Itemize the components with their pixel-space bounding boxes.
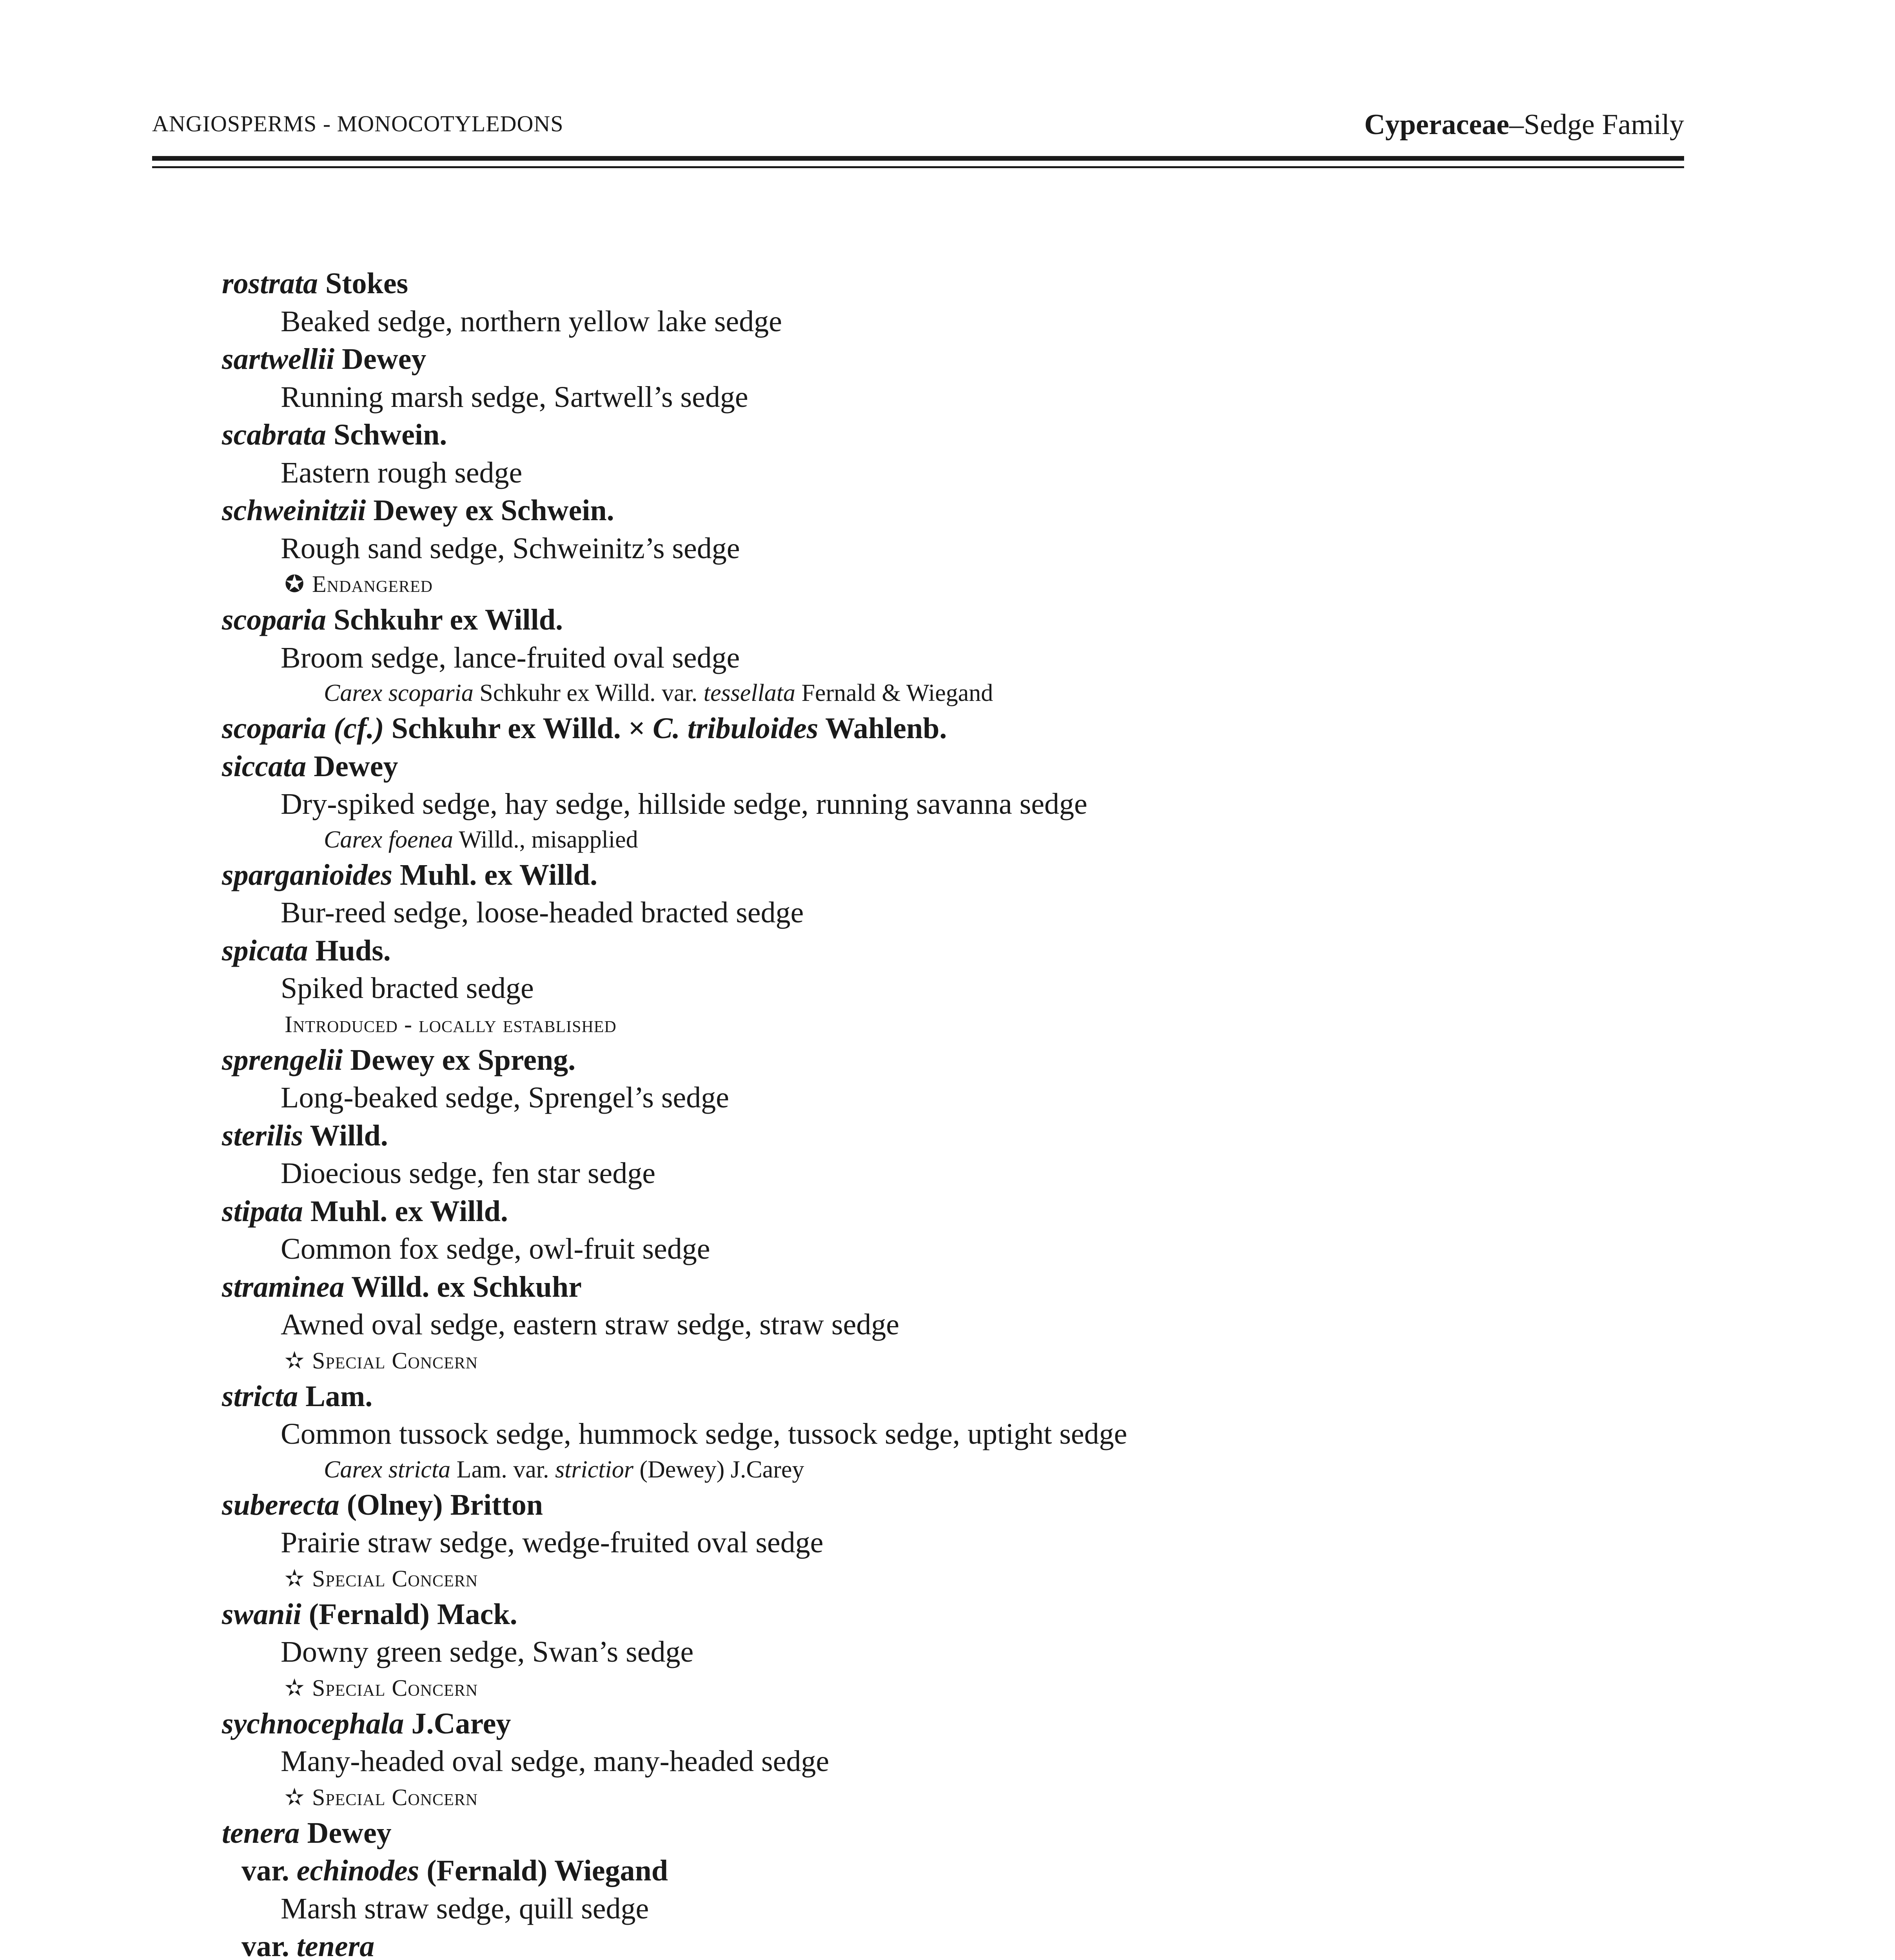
star-icon: ✫ bbox=[285, 1347, 305, 1374]
species-entry bbox=[222, 1814, 1594, 1852]
hybrid-part: C. tribuloides bbox=[653, 712, 819, 745]
common-names: Beaked sedge, northern yellow lake sedge bbox=[281, 305, 782, 338]
species-epithet: straminea bbox=[222, 1270, 345, 1303]
running-header-section: ANGIOSPERMS - MONOCOTYLEDONS bbox=[152, 111, 564, 136]
hybrid-part: Wahlenb. bbox=[818, 712, 947, 745]
species-epithet: scoparia bbox=[222, 603, 326, 636]
species-entry bbox=[222, 1041, 1594, 1079]
variety-epithet: tenera bbox=[296, 1930, 375, 1960]
status-label: Introduced - locally established bbox=[285, 1011, 617, 1037]
common-names: Common tussock sedge, hummock sedge, tussock sedge, uptight sedge bbox=[281, 1417, 1127, 1450]
species-entry bbox=[222, 856, 1594, 894]
species-epithet: sparganioides bbox=[222, 858, 392, 891]
synonym-line bbox=[222, 1453, 1594, 1486]
species-author: Dewey ex Spreng. bbox=[343, 1043, 576, 1076]
species-author: (Olney) Britton bbox=[339, 1488, 543, 1521]
species-author: J.Carey bbox=[404, 1707, 511, 1740]
status-label: Special Concern bbox=[312, 1347, 478, 1374]
species-epithet: siccata bbox=[222, 750, 307, 783]
family-common-name: –Sedge Family bbox=[1509, 109, 1684, 141]
species-entry bbox=[222, 1117, 1594, 1155]
common-names: Marsh straw sedge, quill sedge bbox=[281, 1892, 649, 1925]
common-names: Spiked bracted sedge bbox=[281, 972, 534, 1005]
common-names: Bur-reed sedge, loose-headed bracted sedge bbox=[281, 896, 804, 929]
species-entry bbox=[222, 492, 1594, 530]
variety-prefix: var. bbox=[241, 1930, 297, 1960]
species-epithet: spicata bbox=[222, 934, 308, 967]
variety-author: (Fernald) Wiegand bbox=[419, 1854, 668, 1887]
species-entry bbox=[222, 265, 1594, 303]
hybrid-part: scoparia (cf.) bbox=[222, 712, 384, 745]
species-epithet: scabrata bbox=[222, 418, 326, 451]
species-entry bbox=[222, 1192, 1594, 1230]
species-entry bbox=[222, 1486, 1594, 1524]
species-author: Huds. bbox=[308, 934, 391, 967]
common-names: Common fox sedge, owl-fruit sedge bbox=[281, 1232, 710, 1265]
synonym-line bbox=[222, 823, 1594, 856]
species-author: Lam. bbox=[298, 1379, 373, 1413]
common-names: Prairie straw sedge, wedge-fruited oval sedge bbox=[281, 1526, 824, 1559]
common-names: Eastern rough sedge bbox=[281, 456, 523, 489]
species-author: Muhl. ex Willd. bbox=[392, 858, 597, 891]
species-epithet: rostrata bbox=[222, 267, 318, 300]
species-entry bbox=[222, 932, 1594, 970]
species-author: Willd. bbox=[303, 1119, 388, 1152]
species-entry bbox=[222, 601, 1594, 639]
species-entry bbox=[222, 1268, 1594, 1306]
species-epithet: tenera bbox=[222, 1816, 300, 1849]
common-names: Rough sand sedge, Schweinitz’s sedge bbox=[281, 532, 740, 565]
synonym-part: Carex scoparia bbox=[324, 680, 474, 706]
synonym-part: Willd., misapplied bbox=[453, 826, 638, 853]
species-entry bbox=[222, 340, 1594, 378]
species-author: Dewey bbox=[299, 1816, 392, 1849]
star-icon: ✫ bbox=[285, 1784, 305, 1810]
hybrid-entry bbox=[222, 710, 1594, 748]
family-name: Cyperaceae bbox=[1364, 109, 1509, 141]
synonym-part: Carex foenea bbox=[324, 826, 453, 853]
species-entry bbox=[222, 1377, 1594, 1416]
species-author: Schkuhr ex Willd. bbox=[326, 603, 563, 636]
header-rule bbox=[152, 156, 1684, 168]
status-label: Special Concern bbox=[312, 1565, 478, 1592]
common-names: Many-headed oval sedge, many-headed sedge bbox=[281, 1745, 830, 1778]
conservation-status bbox=[222, 567, 1594, 601]
species-author: Schwein. bbox=[326, 418, 447, 451]
species-author: (Fernald) Mack. bbox=[301, 1597, 517, 1631]
common-names: Dry-spiked sedge, hay sedge, hillside sedge, running savanna sedge bbox=[281, 788, 1087, 820]
synonym-part: (Dewey) J.Carey bbox=[633, 1456, 804, 1483]
species-author: Dewey bbox=[306, 750, 398, 783]
species-epithet: swanii bbox=[222, 1597, 301, 1631]
conservation-status bbox=[222, 1562, 1594, 1595]
status-label: Special Concern bbox=[312, 1784, 478, 1810]
status-label: Special Concern bbox=[312, 1675, 478, 1701]
species-epithet: sartwellii bbox=[222, 343, 335, 376]
species-author: Dewey bbox=[334, 343, 427, 376]
variety-epithet: echinodes bbox=[296, 1854, 419, 1887]
star-icon: ✫ bbox=[285, 1565, 305, 1592]
synonym-part: tessellata bbox=[703, 680, 795, 706]
species-epithet: sprengelii bbox=[222, 1043, 343, 1076]
endangered-icon: ✪ bbox=[285, 571, 305, 597]
synonym-part: Fernald & Wiegand bbox=[795, 680, 993, 706]
conservation-status bbox=[222, 1780, 1594, 1814]
species-epithet: schweinitzii bbox=[222, 494, 366, 527]
common-names: Broom sedge, lance-fruited oval sedge bbox=[281, 641, 740, 674]
hybrid-part: Schkuhr ex Willd. × bbox=[384, 712, 653, 745]
species-epithet: sychnocephala bbox=[222, 1707, 404, 1740]
species-epithet: stipata bbox=[222, 1194, 303, 1228]
common-names: Awned oval sedge, eastern straw sedge, straw sedge bbox=[281, 1308, 899, 1341]
running-header-family bbox=[1364, 108, 1684, 142]
status-label: Endangered bbox=[312, 571, 433, 597]
species-author: Stokes bbox=[318, 267, 408, 300]
species-epithet: sterilis bbox=[222, 1119, 303, 1152]
variety-entry bbox=[222, 1852, 1594, 1890]
conservation-status bbox=[222, 1344, 1594, 1377]
synonym-line bbox=[222, 677, 1594, 710]
species-entry bbox=[222, 748, 1594, 786]
synonym-part: strictior bbox=[555, 1456, 633, 1483]
common-names: Long-beaked sedge, Sprengel’s sedge bbox=[281, 1081, 729, 1114]
star-icon: ✫ bbox=[285, 1675, 305, 1701]
conservation-status bbox=[222, 1671, 1594, 1705]
species-entry bbox=[222, 1595, 1594, 1633]
conservation-status bbox=[222, 1007, 1594, 1041]
synonym-part: Carex stricta bbox=[324, 1456, 451, 1483]
species-epithet: suberecta bbox=[222, 1488, 339, 1521]
synonym-part: Schkuhr ex Willd. var. bbox=[473, 680, 704, 706]
common-names: Running marsh sedge, Sartwell’s sedge bbox=[281, 380, 748, 414]
species-list bbox=[222, 265, 1594, 1960]
variety-prefix: var. bbox=[241, 1854, 297, 1887]
species-author: Dewey ex Schwein. bbox=[366, 494, 614, 527]
species-epithet: stricta bbox=[222, 1379, 298, 1413]
common-names: Dioecious sedge, fen star sedge bbox=[281, 1157, 656, 1190]
common-names: Downy green sedge, Swan’s sedge bbox=[281, 1635, 694, 1668]
species-entry bbox=[222, 1705, 1594, 1743]
species-author: Muhl. ex Willd. bbox=[303, 1194, 508, 1228]
species-entry bbox=[222, 416, 1594, 454]
synonym-part: Lam. var. bbox=[450, 1456, 555, 1483]
species-author: Willd. ex Schkuhr bbox=[344, 1270, 582, 1303]
variety-entry bbox=[222, 1927, 1594, 1960]
